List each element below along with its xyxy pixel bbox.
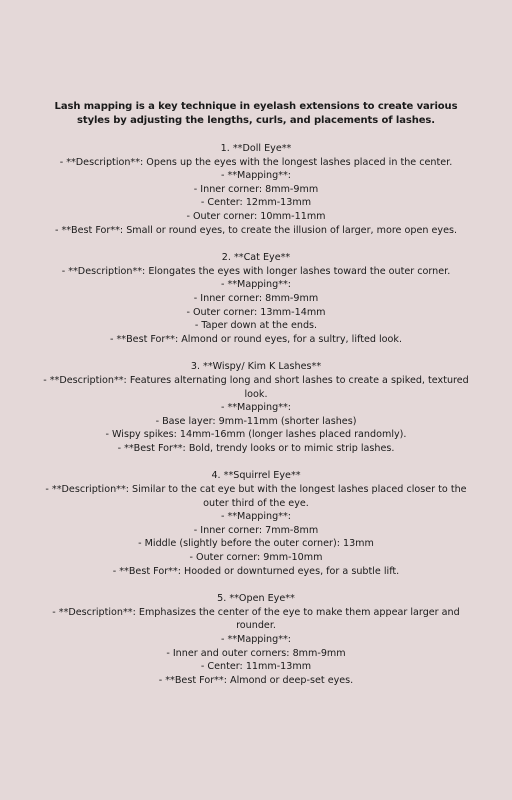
mapping-item: - Inner and outer corners: 8mm-9mm (166, 647, 346, 659)
section-title: 4. **Squirrel Eye** (211, 470, 301, 482)
section-squirrel-eye (40, 469, 472, 578)
mapping-item: - Inner corner: 7mm-8mm (193, 524, 319, 536)
document-body (40, 100, 472, 701)
mapping-heading: - **Mapping**: (220, 634, 292, 645)
description-line: - **Description**: Elongates the eyes with longer lashes toward the outer corner. (61, 265, 451, 277)
mapping-item: - Wispy spikes: 14mm-16mm (longer lashes placed randomly). (105, 429, 407, 441)
description-line: - **Description**: Similar to the cat eye but with the longest lashes placed closer to the outer third of the eye. (45, 484, 467, 509)
mapping-item: - Inner corner: 8mm-9mm (193, 292, 319, 304)
description-line: - **Description**: Opens up the eyes with the longest lashes placed in the center. (59, 156, 453, 168)
section-title: 3. **Wispy/ Kim K Lashes** (190, 361, 322, 373)
mapping-item: - Outer corner: 9mm-10mm (189, 552, 323, 564)
section-doll-eye (40, 142, 472, 237)
section-title: 1. **Doll Eye** (220, 143, 292, 154)
best-for-line: - **Best For**: Hooded or downturned eyes, for a subtle lift. (112, 565, 400, 577)
mapping-item: - Base layer: 9mm-11mm (shorter lashes) (155, 415, 357, 427)
mapping-heading: - **Mapping**: (220, 170, 292, 182)
section-title: 5. **Open Eye** (217, 593, 295, 605)
mapping-heading: - **Mapping**: (220, 511, 292, 523)
intro-paragraph: Lash mapping is a key technique in eyelash extensions to create various styles by adjusting the lengths, curls, and placements of lashes. (54, 101, 458, 126)
mapping-item: - Center: 11mm-13mm (200, 661, 312, 673)
best-for-line: - **Best For**: Small or round eyes, to create the illusion of larger, more open eyes. (54, 224, 458, 236)
mapping-heading: - **Mapping**: (220, 402, 292, 414)
section-open-eye (40, 592, 472, 687)
section-cat-eye (40, 251, 472, 346)
best-for-line: - **Best For**: Bold, trendy looks or to mimic strip lashes. (117, 442, 395, 454)
mapping-item: - Taper down at the ends. (194, 320, 318, 332)
mapping-item: - Inner corner: 8mm-9mm (193, 183, 319, 195)
best-for-line: - **Best For**: Almond or round eyes, for a sultry, lifted look. (109, 333, 403, 345)
mapping-item: - Outer corner: 13mm-14mm (186, 306, 326, 318)
mapping-item: - Center: 12mm-13mm (200, 197, 312, 209)
mapping-item: - Middle (slightly before the outer corner): 13mm (138, 538, 374, 550)
section-wispy-lashes (40, 360, 472, 455)
best-for-line: - **Best For**: Almond or deep-set eyes. (158, 674, 354, 686)
mapping-heading: - **Mapping**: (220, 279, 292, 291)
mapping-item: - Outer corner: 10mm-11mm (186, 210, 326, 222)
description-line: - **Description**: Features alternating long and short lashes to create a spiked, textured look. (43, 374, 469, 400)
section-title: 2. **Cat Eye** (221, 252, 291, 264)
description-line: - **Description**: Emphasizes the center of the eye to make them appear larger and rounder. (52, 606, 460, 632)
